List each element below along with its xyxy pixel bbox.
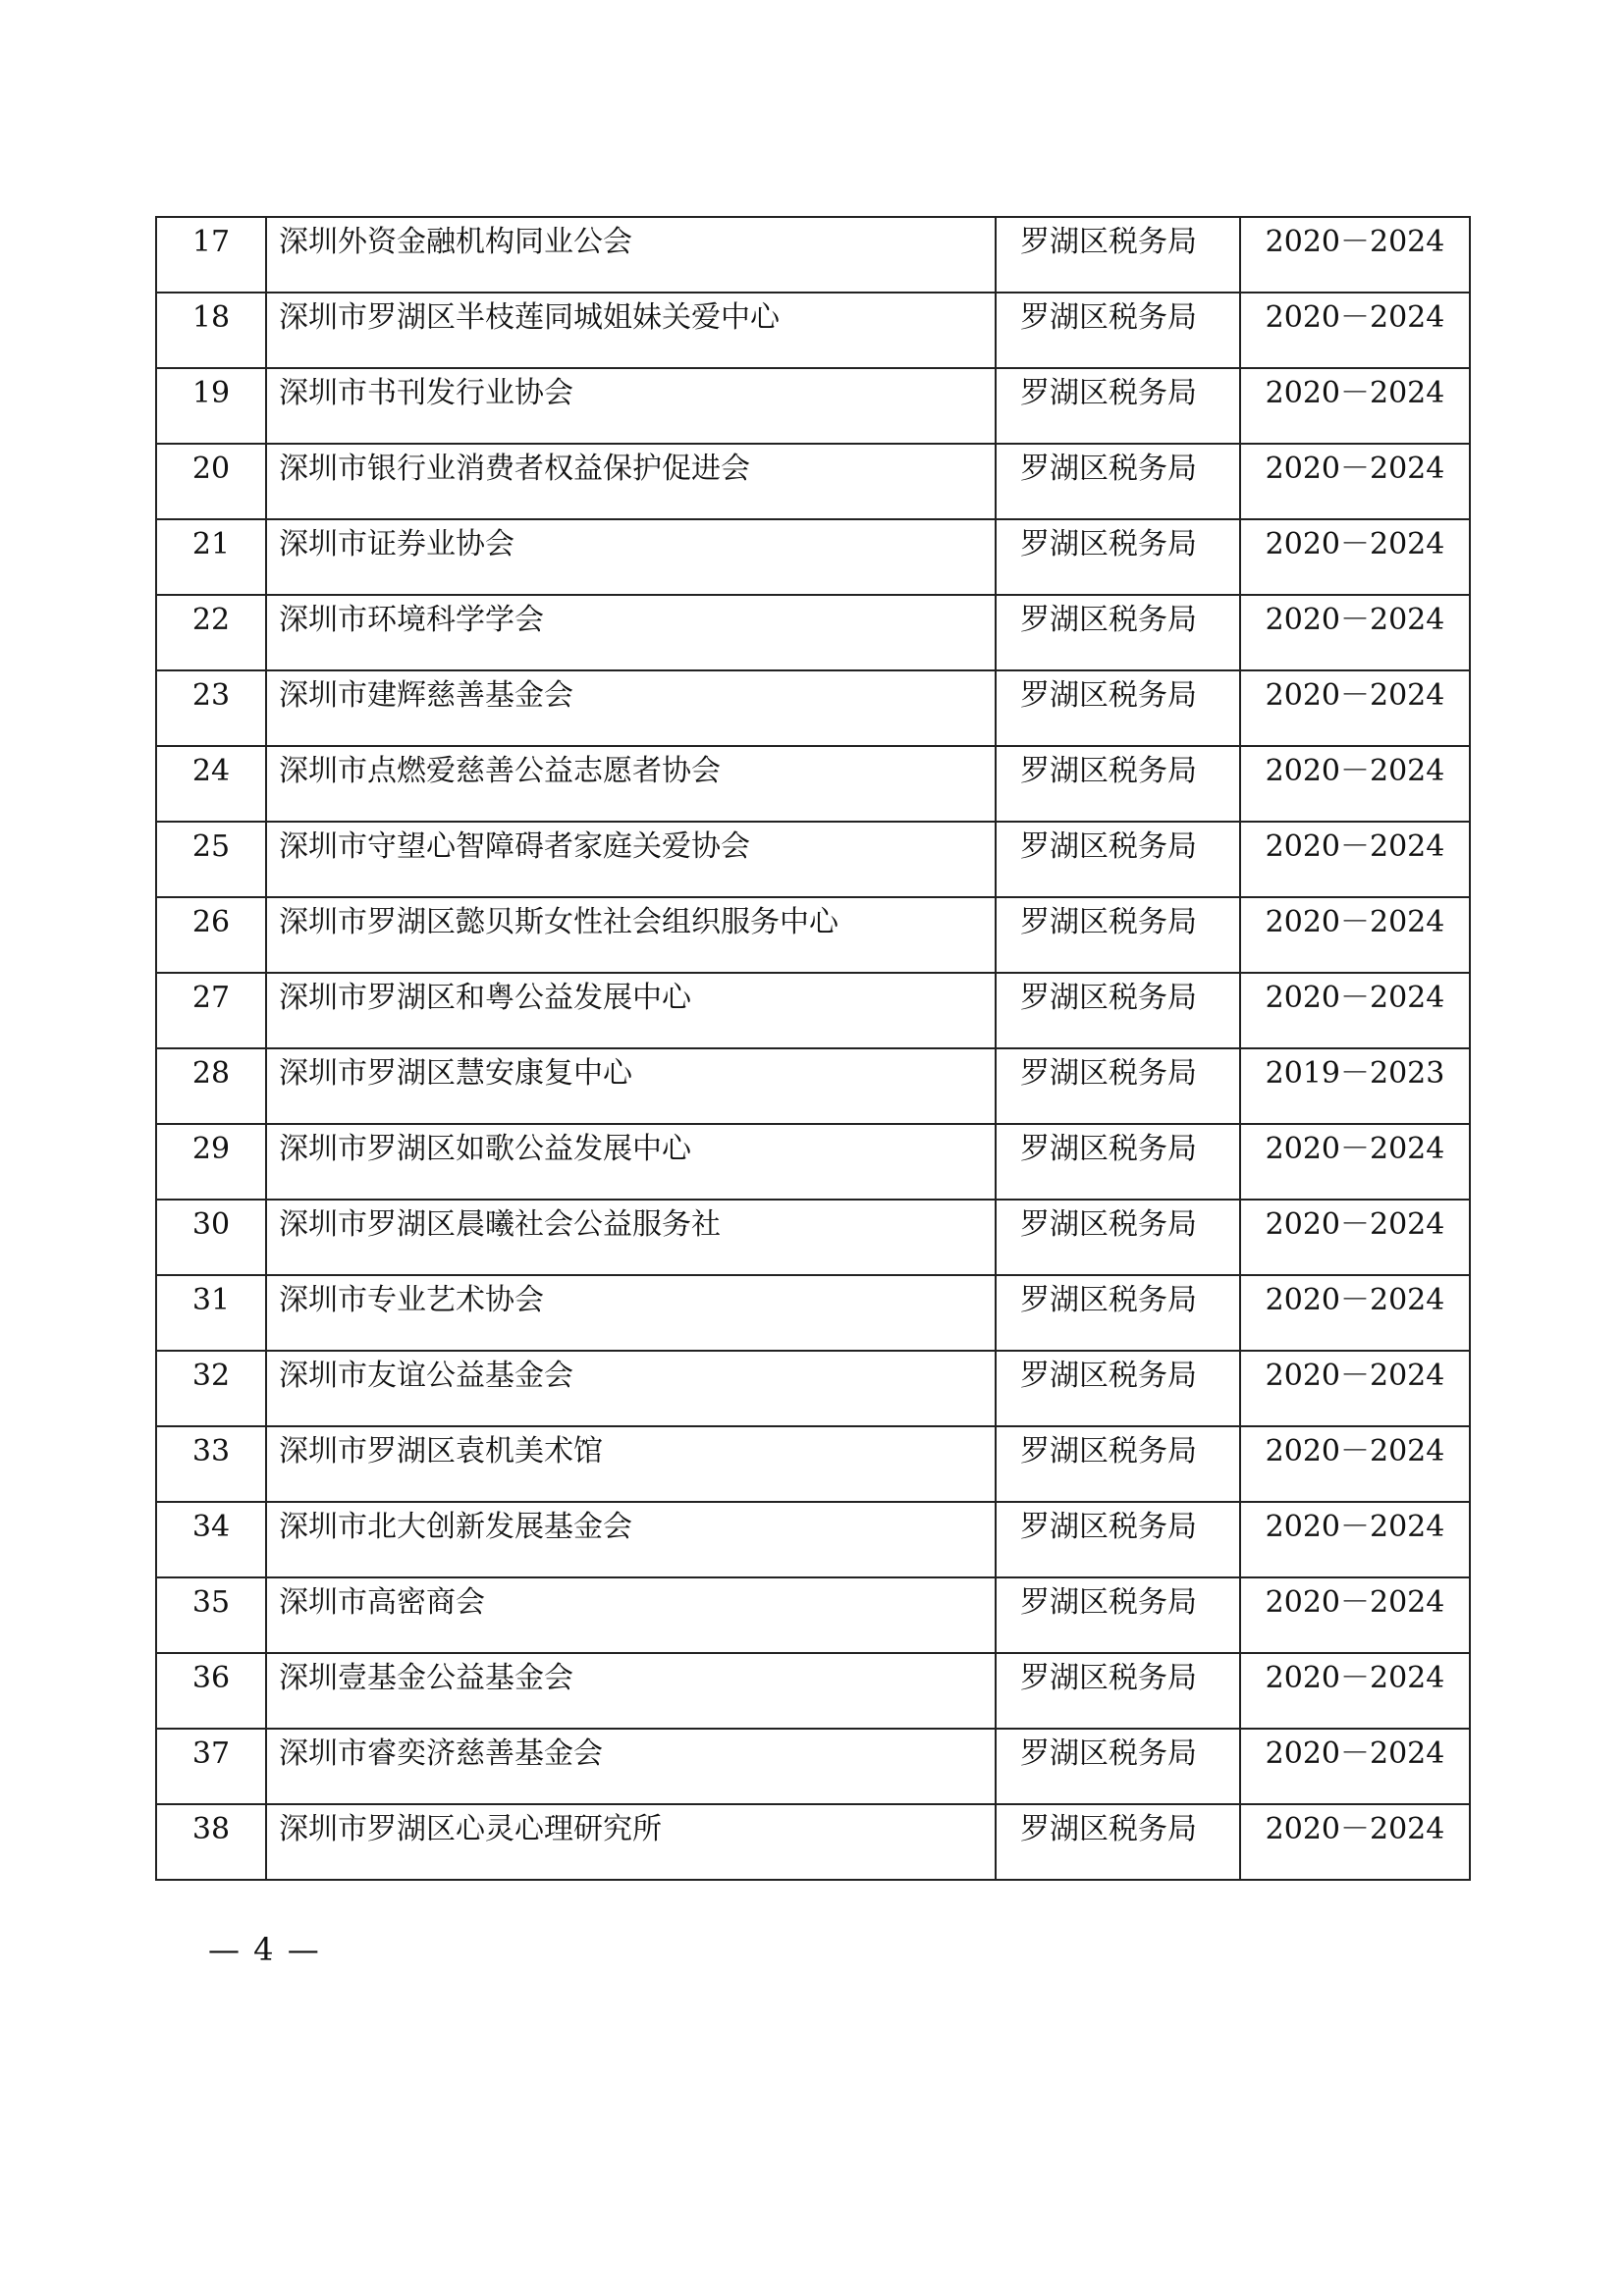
cell-number bbox=[156, 1124, 266, 1200]
cell-period bbox=[1240, 368, 1470, 444]
cell-number-text: 22 bbox=[191, 603, 231, 637]
cell-period-text: 2020－2024 bbox=[1265, 829, 1445, 864]
cell-organization-text: 深圳市环境科学学会 bbox=[279, 603, 544, 637]
cell-period-text: 2020－2024 bbox=[1265, 1207, 1445, 1242]
cell-period-text: 2020－2024 bbox=[1265, 1283, 1445, 1317]
table-row bbox=[156, 368, 1470, 444]
cell-organization bbox=[266, 1804, 996, 1880]
cell-authority bbox=[996, 1048, 1240, 1124]
cell-number-text: 36 bbox=[191, 1661, 231, 1695]
cell-number bbox=[156, 217, 266, 293]
cell-organization bbox=[266, 1502, 996, 1577]
cell-authority-text: 罗湖区税务局 bbox=[1020, 376, 1197, 410]
cell-number-text: 19 bbox=[191, 376, 231, 410]
cell-number-text: 23 bbox=[191, 678, 231, 713]
table-row bbox=[156, 217, 1470, 293]
cell-number bbox=[156, 1577, 266, 1653]
cell-organization-text: 深圳市专业艺术协会 bbox=[279, 1283, 544, 1317]
cell-period-text: 2020－2024 bbox=[1265, 678, 1445, 713]
cell-organization-text: 深圳市罗湖区心灵心理研究所 bbox=[279, 1812, 662, 1846]
cell-organization-text: 深圳市罗湖区晨曦社会公益服务社 bbox=[279, 1207, 721, 1242]
cell-organization bbox=[266, 1124, 996, 1200]
cell-organization-text: 深圳市北大创新发展基金会 bbox=[279, 1510, 632, 1544]
table-row bbox=[156, 746, 1470, 822]
cell-period-text: 2020－2024 bbox=[1265, 376, 1445, 410]
cell-organization bbox=[266, 670, 996, 746]
cell-organization bbox=[266, 1275, 996, 1351]
cell-organization bbox=[266, 1426, 996, 1502]
cell-number bbox=[156, 595, 266, 670]
cell-organization bbox=[266, 746, 996, 822]
cell-authority-text: 罗湖区税务局 bbox=[1020, 981, 1197, 1015]
cell-number bbox=[156, 1200, 266, 1275]
cell-period bbox=[1240, 1426, 1470, 1502]
cell-organization-text: 深圳市证券业协会 bbox=[279, 527, 514, 561]
cell-organization bbox=[266, 368, 996, 444]
cell-organization-text: 深圳市守望心智障碍者家庭关爱协会 bbox=[279, 829, 750, 864]
cell-number bbox=[156, 444, 266, 519]
cell-organization-text: 深圳市银行业消费者权益保护促进会 bbox=[279, 452, 750, 486]
cell-number bbox=[156, 1502, 266, 1577]
cell-organization-text: 深圳市罗湖区半枝莲同城姐妹关爱中心 bbox=[279, 300, 780, 335]
cell-period-text: 2020－2024 bbox=[1265, 1510, 1445, 1544]
cell-period bbox=[1240, 1502, 1470, 1577]
cell-number bbox=[156, 1426, 266, 1502]
table-row bbox=[156, 973, 1470, 1048]
cell-authority-text: 罗湖区税务局 bbox=[1020, 829, 1197, 864]
cell-number-text: 33 bbox=[191, 1434, 231, 1468]
cell-authority-text: 罗湖区税务局 bbox=[1020, 905, 1197, 939]
cell-authority bbox=[996, 1124, 1240, 1200]
cell-authority-text: 罗湖区税务局 bbox=[1020, 603, 1197, 637]
cell-number-text: 29 bbox=[191, 1132, 231, 1166]
cell-period-text: 2020－2024 bbox=[1265, 1736, 1445, 1771]
cell-organization bbox=[266, 444, 996, 519]
cell-authority bbox=[996, 444, 1240, 519]
cell-period bbox=[1240, 1048, 1470, 1124]
cell-authority-text: 罗湖区税务局 bbox=[1020, 1510, 1197, 1544]
cell-organization-text: 深圳市睿奕济慈善基金会 bbox=[279, 1736, 603, 1771]
cell-period-text: 2020－2024 bbox=[1265, 1812, 1445, 1846]
cell-number bbox=[156, 973, 266, 1048]
table-row bbox=[156, 1729, 1470, 1804]
table-row bbox=[156, 1577, 1470, 1653]
cell-number-text: 25 bbox=[191, 829, 231, 864]
cell-number bbox=[156, 1653, 266, 1729]
cell-authority-text: 罗湖区税务局 bbox=[1020, 1207, 1197, 1242]
cell-authority bbox=[996, 217, 1240, 293]
cell-period bbox=[1240, 1275, 1470, 1351]
cell-authority bbox=[996, 293, 1240, 368]
cell-number bbox=[156, 519, 266, 595]
cell-authority-text: 罗湖区税务局 bbox=[1020, 1736, 1197, 1771]
table-row bbox=[156, 1200, 1470, 1275]
table-row bbox=[156, 519, 1470, 595]
cell-number bbox=[156, 368, 266, 444]
cell-number bbox=[156, 897, 266, 973]
cell-authority-text: 罗湖区税务局 bbox=[1020, 1661, 1197, 1695]
cell-authority-text: 罗湖区税务局 bbox=[1020, 1359, 1197, 1393]
cell-period-text: 2020－2024 bbox=[1265, 1132, 1445, 1166]
cell-period bbox=[1240, 1804, 1470, 1880]
cell-period-text: 2020－2024 bbox=[1265, 225, 1445, 259]
cell-organization bbox=[266, 519, 996, 595]
cell-period-text: 2020－2024 bbox=[1265, 981, 1445, 1015]
table-row bbox=[156, 1275, 1470, 1351]
table-row bbox=[156, 444, 1470, 519]
table-row bbox=[156, 822, 1470, 897]
cell-number-text: 24 bbox=[191, 754, 231, 788]
cell-period bbox=[1240, 1351, 1470, 1426]
cell-period bbox=[1240, 293, 1470, 368]
cell-period bbox=[1240, 595, 1470, 670]
cell-period bbox=[1240, 1577, 1470, 1653]
cell-organization-text: 深圳市高密商会 bbox=[279, 1585, 485, 1620]
cell-period-text: 2020－2024 bbox=[1265, 754, 1445, 788]
cell-authority-text: 罗湖区税务局 bbox=[1020, 527, 1197, 561]
cell-authority-text: 罗湖区税务局 bbox=[1020, 1283, 1197, 1317]
cell-number-text: 17 bbox=[191, 225, 231, 259]
cell-authority-text: 罗湖区税务局 bbox=[1020, 225, 1197, 259]
cell-organization bbox=[266, 897, 996, 973]
table-row bbox=[156, 1653, 1470, 1729]
cell-organization bbox=[266, 217, 996, 293]
table-row bbox=[156, 1048, 1470, 1124]
cell-period-text: 2020－2024 bbox=[1265, 1359, 1445, 1393]
cell-authority bbox=[996, 973, 1240, 1048]
cell-authority bbox=[996, 1729, 1240, 1804]
cell-number-text: 38 bbox=[191, 1812, 231, 1846]
cell-period-text: 2020－2024 bbox=[1265, 452, 1445, 486]
cell-organization bbox=[266, 1351, 996, 1426]
cell-period bbox=[1240, 1200, 1470, 1275]
cell-number-text: 18 bbox=[191, 300, 231, 335]
cell-number bbox=[156, 1275, 266, 1351]
cell-organization-text: 深圳外资金融机构同业公会 bbox=[279, 225, 632, 259]
table-row bbox=[156, 1351, 1470, 1426]
cell-organization-text: 深圳市罗湖区懿贝斯女性社会组织服务中心 bbox=[279, 905, 839, 939]
cell-organization bbox=[266, 595, 996, 670]
cell-number-text: 26 bbox=[191, 905, 231, 939]
cell-number bbox=[156, 1351, 266, 1426]
cell-organization-text: 深圳壹基金公益基金会 bbox=[279, 1661, 573, 1695]
cell-number-text: 20 bbox=[191, 452, 231, 486]
cell-organization-text: 深圳市点燃爱慈善公益志愿者协会 bbox=[279, 754, 721, 788]
cell-organization bbox=[266, 973, 996, 1048]
cell-number-text: 34 bbox=[191, 1510, 231, 1544]
cell-organization-text: 深圳市罗湖区袁机美术馆 bbox=[279, 1434, 603, 1468]
cell-number-text: 35 bbox=[191, 1585, 231, 1620]
cell-authority bbox=[996, 822, 1240, 897]
cell-period-text: 2020－2024 bbox=[1265, 527, 1445, 561]
cell-number bbox=[156, 1804, 266, 1880]
cell-organization bbox=[266, 1729, 996, 1804]
cell-authority bbox=[996, 746, 1240, 822]
cell-authority-text: 罗湖区税务局 bbox=[1020, 678, 1197, 713]
cell-period-text: 2020－2024 bbox=[1265, 300, 1445, 335]
cell-authority bbox=[996, 1502, 1240, 1577]
cell-organization-text: 深圳市罗湖区如歌公益发展中心 bbox=[279, 1132, 691, 1166]
cell-period bbox=[1240, 1653, 1470, 1729]
cell-number-text: 27 bbox=[191, 981, 231, 1015]
cell-number-text: 32 bbox=[191, 1359, 231, 1393]
cell-number-text: 21 bbox=[191, 527, 231, 561]
cell-number-text: 28 bbox=[191, 1056, 231, 1091]
cell-authority bbox=[996, 1577, 1240, 1653]
cell-authority bbox=[996, 1200, 1240, 1275]
table-row bbox=[156, 1502, 1470, 1577]
cell-number bbox=[156, 822, 266, 897]
cell-organization-text: 深圳市建辉慈善基金会 bbox=[279, 678, 573, 713]
cell-number-text: 31 bbox=[191, 1283, 231, 1317]
cell-authority bbox=[996, 1653, 1240, 1729]
cell-organization-text: 深圳市罗湖区和粤公益发展中心 bbox=[279, 981, 691, 1015]
cell-number bbox=[156, 293, 266, 368]
cell-organization-text: 深圳市友谊公益基金会 bbox=[279, 1359, 573, 1393]
table-row bbox=[156, 1124, 1470, 1200]
cell-period-text: 2020－2024 bbox=[1265, 905, 1445, 939]
cell-number bbox=[156, 670, 266, 746]
cell-period-text: 2020－2024 bbox=[1265, 1661, 1445, 1695]
cell-organization bbox=[266, 1653, 996, 1729]
cell-authority bbox=[996, 1275, 1240, 1351]
table-row bbox=[156, 293, 1470, 368]
cell-period bbox=[1240, 519, 1470, 595]
cell-period bbox=[1240, 670, 1470, 746]
cell-period bbox=[1240, 1729, 1470, 1804]
cell-authority bbox=[996, 368, 1240, 444]
cell-authority-text: 罗湖区税务局 bbox=[1020, 452, 1197, 486]
cell-period bbox=[1240, 444, 1470, 519]
table-body bbox=[156, 217, 1470, 1880]
cell-authority-text: 罗湖区税务局 bbox=[1020, 1434, 1197, 1468]
cell-authority bbox=[996, 595, 1240, 670]
cell-number bbox=[156, 746, 266, 822]
cell-period-text: 2020－2024 bbox=[1265, 1434, 1445, 1468]
cell-organization-text: 深圳市罗湖区慧安康复中心 bbox=[279, 1056, 632, 1091]
cell-period bbox=[1240, 1124, 1470, 1200]
cell-period bbox=[1240, 822, 1470, 897]
cell-authority-text: 罗湖区税务局 bbox=[1020, 1056, 1197, 1091]
cell-organization bbox=[266, 1048, 996, 1124]
cell-authority bbox=[996, 519, 1240, 595]
cell-period bbox=[1240, 217, 1470, 293]
cell-authority bbox=[996, 1351, 1240, 1426]
organization-table bbox=[155, 216, 1471, 1881]
table-row bbox=[156, 595, 1470, 670]
cell-number-text: 30 bbox=[191, 1207, 231, 1242]
cell-authority bbox=[996, 670, 1240, 746]
cell-period-text: 2020－2024 bbox=[1265, 1585, 1445, 1620]
cell-organization bbox=[266, 822, 996, 897]
cell-number bbox=[156, 1729, 266, 1804]
cell-organization bbox=[266, 1200, 996, 1275]
cell-authority-text: 罗湖区税务局 bbox=[1020, 754, 1197, 788]
cell-authority-text: 罗湖区税务局 bbox=[1020, 1132, 1197, 1166]
cell-authority bbox=[996, 1804, 1240, 1880]
cell-period bbox=[1240, 746, 1470, 822]
cell-number bbox=[156, 1048, 266, 1124]
cell-period-text: 2019－2023 bbox=[1265, 1056, 1445, 1091]
cell-authority bbox=[996, 1426, 1240, 1502]
cell-period bbox=[1240, 973, 1470, 1048]
cell-authority-text: 罗湖区税务局 bbox=[1020, 1585, 1197, 1620]
table-row bbox=[156, 897, 1470, 973]
page-number: — 4 — bbox=[208, 1931, 321, 1968]
cell-authority-text: 罗湖区税务局 bbox=[1020, 300, 1197, 335]
table-row bbox=[156, 670, 1470, 746]
cell-authority-text: 罗湖区税务局 bbox=[1020, 1812, 1197, 1846]
cell-organization bbox=[266, 293, 996, 368]
cell-period-text: 2020－2024 bbox=[1265, 603, 1445, 637]
cell-authority bbox=[996, 897, 1240, 973]
cell-organization-text: 深圳市书刊发行业协会 bbox=[279, 376, 573, 410]
cell-organization bbox=[266, 1577, 996, 1653]
table-row bbox=[156, 1804, 1470, 1880]
table-row bbox=[156, 1426, 1470, 1502]
cell-period bbox=[1240, 897, 1470, 973]
cell-number-text: 37 bbox=[191, 1736, 231, 1771]
